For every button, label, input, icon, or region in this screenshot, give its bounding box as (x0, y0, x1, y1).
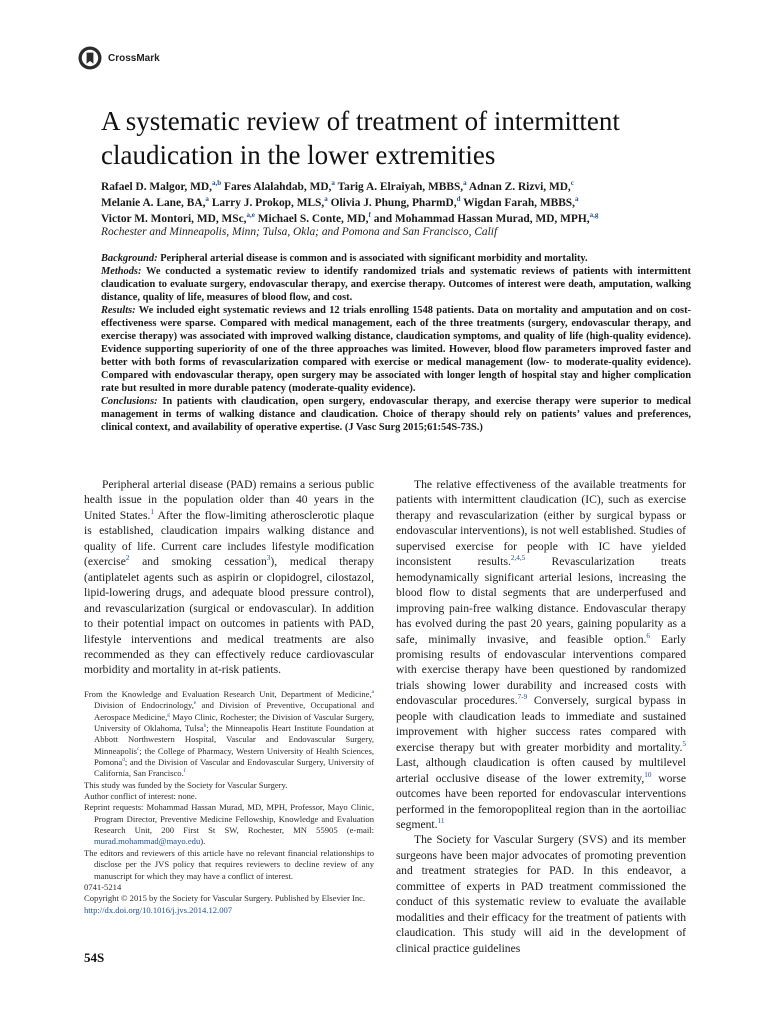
paragraph: Peripheral arterial disease (PAD) remains a serious public health issue in the population older than 40 years in the United States.$^1$ After the flow-limiting atherosclerotic plaque is established, claudication impairs walking distance and quality of life. Current care includes lifestyle modification (exercise$^2$ and smoking cessation$^3$), medical therapy (antiplatelet agents such as aspirin or clopidogrel, cilostazol, lipid-lowering drugs, and adequate blood pressure control), and revascularization (surgical or endovascular). In addition to their potential impact on outcomes in patients with PAD, lifestyle interventions and medical treatments are also recommended as they can effectively reduce cardiovascular morbidity and mortality in at-risk patients. (84, 478, 375, 677)
crossmark-icon (78, 46, 102, 70)
email-link[interactable]: murad.mohammad@mayo.edu (94, 836, 201, 847)
abstract-results: Results: We included eight systematic reviews and 12 trials enrolling 1548 patients. Data on mortality and amputation and on cost-effectiveness were sparse. Compared with medical management, each of the three treatments (surgery, endovascular therapy, and exercise therapy) was associated with improved walking distance, claudication symptoms, and quality of life (high-quality evidence). Evidence supporting superiority of one of the three approaches was limited. However, blood flow parameters improved faster and better with both forms of revascularization compared with exercise or medical management (low- to moderate-quality evidence). Compared with endovascular therapy, open surgery may be associated with longer length of hospital stay and higher complication rate but resulted in more durable patency (moderate-quality evidence). (101, 305, 691, 394)
reference-link[interactable]: 6 (646, 631, 651, 640)
abstract-methods: Methods: We conducted a systematic review to identify randomized trials and systematic reviews of patients with intermittent claudication to evaluate surgery, endovascular therapy, and exercise therapy. Outcomes of interest were death, amputation, walking distance, quality of life, measures of blood flow, and cost. (101, 266, 691, 303)
reference-link[interactable]: 10 (644, 770, 652, 779)
author: Larry J. Prokop, MLS,$^a$ (211, 195, 328, 209)
funding-note: This study was funded by the Society for Vascular Surgery. (84, 779, 288, 790)
doi-link[interactable]: http://dx.doi.org/10.1016/j.jvs.2014.12.007 (84, 904, 233, 915)
paragraph: The relative effectiveness of the available treatments for patients with intermittent claudication (IC), such as exercise therapy and revascularization (either by surgical bypass or endovascular interventions), is not well established. Studies of supervised exercise for people with IC have yielded inconsistent results.$^{2,4,5}$ Revascularization treats hemodynamically significant arterial lesions, increasing the blood flow to distal segments that are underperfused and improving pain-free walking distance. Endovascular therapy has evolved during the past 20 years, gaining popularity as a safe, minimally invasive, and feasible option.$^6$ Early promising results of endovascular interventions compared with exercise therapy have been questioned by randomized trials showing lower durability and increased costs with endovascular procedures.$^{7-9}$ Conversely, surgical bypass in people with claudication leads to immediate and sustained improvement with higher success rates compared with exercise therapy but with greater morbidity and mortality.$^5$ Last, although claudication is often caused by multilevel arterial occlusive disease of the lower extremity,$^{10}$ worse outcomes have been reported for endovascular interventions performed in the femoropopliteal region than in the aortoiliac segment.$^{11}$ (396, 478, 686, 831)
reference-link[interactable]: 1 (150, 508, 154, 517)
author: and Mohammad Hassan Murad, MD, MPH,$^{a,g}$ (373, 211, 599, 225)
abstract-conclusions: Conclusions: In patients with claudication, open surgery, endovascular therapy, and exercise therapy were superior to medical management in terms of walking distance and claudication. Choice of therapy should rely on patients’ values and preferences, clinical context, and availability of operative expertise. (J Vasc Surg 2015;61:54S-73S.) (101, 396, 691, 433)
author: Tarig A. Elraiyah, MBBS,$^a$ (337, 179, 467, 193)
reference-link[interactable]: 5 (682, 739, 686, 748)
article-title: A systematic review of treatment of intermittent claudication in the lower extremities (101, 106, 620, 170)
reference-link[interactable]: 11 (437, 817, 445, 826)
paragraph: The Society for Vascular Surgery (SVS) and its member surgeons have been major advocates of promoting prevention and treatment strategies for PAD. In this endeavor, a committee of experts in PAD treatment commissioned the conduct of this systematic review to evaluate the available modalities and their efficacy for the treatment of patients with claudication. This study will aid in the development of clinical practice guidelines (396, 833, 686, 955)
author: Melanie A. Lane, BA,$^a$ (101, 195, 209, 209)
reprint-note: Reprint requests: Mohammad Hassan Murad, MD, MPH, Professor, Mayo Clinic, Program Director, Preventive Medicine Fellowship, Knowledge and Evaluation Research Unit, 200 First St SW, Rochester, MN 55905 (e-mail: murad.mohammad@mayo.edu). (84, 802, 374, 847)
body-right-column (396, 477, 686, 956)
crossmark-label: CrossMark (108, 52, 160, 64)
footnotes (84, 689, 374, 916)
author: Olivia J. Phung, PharmD,$^d$ (330, 195, 461, 209)
author: Fares Alalahdab, MD,$^a$ (224, 179, 335, 193)
affiliation-footnote: From the Knowledge and Evaluation Research Unit, Department of Medicine,$^a$ Division of Endocrinology,$^e$ and Division of Preventive, Occupational and Aerospace Medicine,$^g$ Mayo Clinic, Rochester; the Division of Vascular Surgery, University of Oklahoma, Tulsa$^b$; the Minneapolis Heart Institute Foundation at Abbott Northwestern Hospital, Vascular and Endovascular Surgery, Minneapolis$^c$; the College of Pharmacy, Western University of Health Sciences, Pomona$^d$; and the Division of Vascular and Endovascular Surgery, University of California, San Francisco.$^f$ (84, 689, 374, 779)
page-number: 54S (84, 950, 105, 965)
body-left-column (84, 477, 374, 678)
reference-link[interactable]: 3 (266, 554, 271, 563)
author: Victor M. Montori, MD, MSc,$^{a,e}$ (101, 211, 255, 225)
reference-link[interactable]: 7-9 (517, 693, 528, 702)
reference-link[interactable]: 2,4,5 (510, 554, 526, 563)
editors-note: The editors and reviewers of this article have no relevant financial relationships to disclose per the JVS policy that requires reviewers to decline review of any manuscript for which they may have a conflict of interest. (84, 847, 374, 881)
author: Michael S. Conte, MD,$^f$ (257, 211, 371, 225)
crossmark-logo[interactable] (78, 46, 160, 70)
author: Wigdan Farah, MBBS,$^a$ (463, 195, 579, 209)
issn: 0741-5214 (84, 881, 122, 892)
conflict-note: Author conflict of interest: none. (84, 791, 197, 802)
copyright: Copyright © 2015 by the Society for Vascular Surgery. Published by Elsevier Inc. (84, 893, 366, 904)
author: Adnan Z. Rizvi, MD,$^c$ (468, 179, 574, 193)
reference-link[interactable]: 2 (125, 554, 130, 563)
author-locations: Rochester and Minneapolis, Minn; Tulsa, Okla; and Pomona and San Francisco, Calif (101, 226, 498, 238)
abstract-background: Background: Peripheral arterial disease is common and is associated with significant morbidity and mortality. (101, 253, 588, 264)
abstract (101, 252, 691, 434)
author-list (101, 179, 691, 227)
author: Rafael D. Malgor, MD,$^{a,b}$ (101, 179, 222, 193)
